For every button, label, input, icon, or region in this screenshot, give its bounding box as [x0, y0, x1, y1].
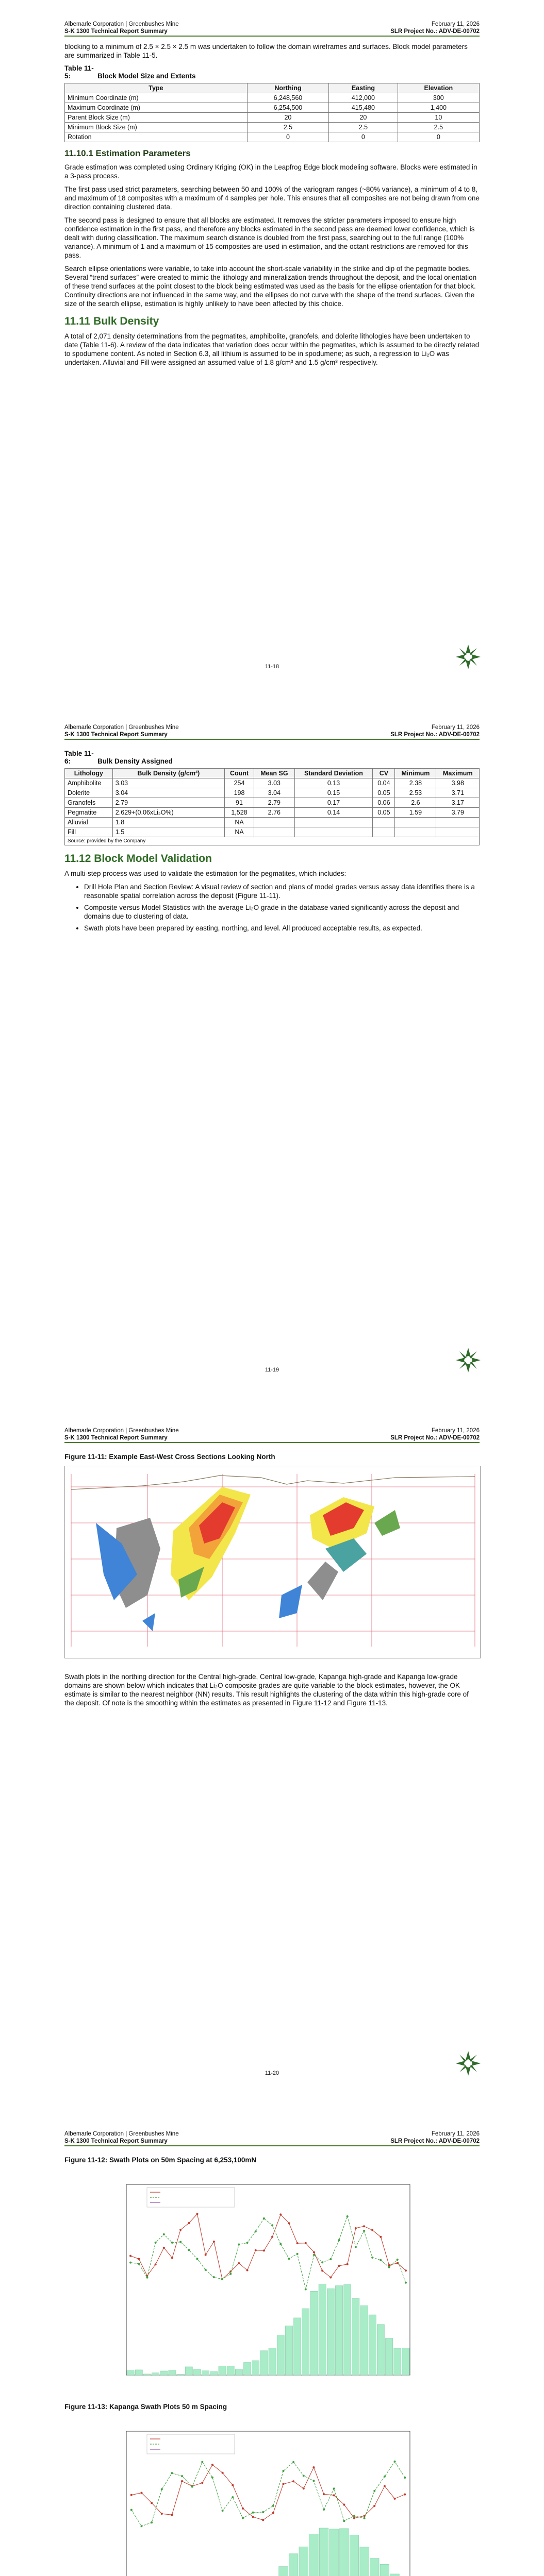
histogram-bar — [269, 2348, 276, 2375]
histogram-bar — [210, 2371, 218, 2375]
table-cell — [395, 827, 436, 837]
section-heading: 11.12 Block Model Validation — [64, 853, 212, 865]
histogram-bar — [227, 2366, 234, 2375]
histogram-bar — [335, 2285, 342, 2375]
cross-section-figure — [64, 1466, 481, 1658]
col-header: Elevation — [398, 83, 479, 93]
histogram-bar — [177, 2374, 184, 2375]
table-cell: 2.5 — [247, 123, 328, 132]
section-heading: 11.10.1 Estimation Parameters — [64, 148, 191, 158]
table-cell — [294, 827, 373, 837]
table-cell — [436, 818, 480, 827]
table-cell: Granofels — [65, 798, 113, 808]
table-cell: Amphibolite — [65, 778, 113, 788]
paragraph: The second pass is designed to ensure that all blocks are estimated. It removes the stricter parameters imposed to ensure high confidence estimation in the first pass, and therefore any blocks estimated in the second pass are deemed lower confidence, which is dealt with during classification. The maximum search distance is doubled from the first pass, searching out to the full range (100% variance). A minimum of 1 and a maximum of 15 composites are used in estimation, and the octant restrictions are removed for this pass. — [64, 216, 475, 259]
col-header: Minimum — [395, 769, 436, 778]
figure-caption: Figure 11-11: Example East-West Cross Sections Looking North — [64, 1453, 275, 1461]
col-header: Northing — [247, 83, 328, 93]
table-cell: 254 — [224, 778, 254, 788]
table-cell: Maximum Coordinate (m) — [65, 103, 248, 113]
table-row — [65, 798, 480, 808]
table-cell: 3.03 — [112, 778, 224, 788]
page-11-18 — [0, 0, 544, 703]
table-cell: NA — [224, 818, 254, 827]
table-row — [65, 827, 480, 837]
page-number: 11-19 — [265, 1367, 279, 1373]
histogram-bar — [319, 2528, 328, 2576]
table-cell — [373, 827, 395, 837]
page-11-19 — [0, 703, 544, 1406]
histogram-bar — [143, 2374, 151, 2375]
histogram-bar — [370, 2558, 379, 2576]
header-project: SLR Project No.: ADV-DE-00702 — [390, 2138, 480, 2144]
table-cell — [294, 818, 373, 827]
table-cell: 2.79 — [112, 798, 224, 808]
table-cell: 415,480 — [329, 103, 398, 113]
table-cell: 1,528 — [224, 808, 254, 818]
histogram-bar — [309, 2534, 319, 2576]
table-cell: Fill — [65, 827, 113, 837]
histogram-bar — [327, 2289, 334, 2375]
header-rule — [64, 1442, 480, 1443]
table-row — [65, 93, 480, 103]
table-cell: 1,400 — [398, 103, 479, 113]
table-cell: 0.06 — [373, 798, 395, 808]
col-header: Mean SG — [254, 769, 294, 778]
table-cell: Minimum Block Size (m) — [65, 123, 248, 132]
page-11-20 — [0, 1406, 544, 2110]
table-cell: 0.05 — [373, 788, 395, 798]
table-cell: Dolerite — [65, 788, 113, 798]
page-header — [64, 21, 480, 37]
page-header — [64, 724, 480, 740]
intro-paragraph: blocking to a minimum of 2.5 × 2.5 × 2.5 m was undertaken to follow the domain wireframes and surfaces. Block model parameters are summarized in Table 11-5. — [64, 43, 468, 59]
swath-plot-central — [101, 2169, 420, 2396]
page-header — [64, 2130, 480, 2146]
table-cell: 3.17 — [436, 798, 480, 808]
histogram-bar — [350, 2535, 359, 2576]
table-caption: Table 11-5: Block Model Size and Extents — [64, 64, 196, 80]
histogram-bar — [385, 2338, 392, 2375]
table-cell: 0.17 — [294, 798, 373, 808]
histogram-bar — [279, 2567, 288, 2576]
col-header: Type — [65, 83, 248, 93]
table-row — [65, 123, 480, 132]
col-header: Standard Deviation — [294, 769, 373, 778]
histogram-bar — [152, 2373, 159, 2375]
histogram-bar — [127, 2370, 134, 2375]
header-report: S-K 1300 Technical Report Summary — [64, 28, 168, 35]
table-cell — [373, 818, 395, 827]
table-cell: 2.5 — [398, 123, 479, 132]
table-cell — [395, 818, 436, 827]
histogram-bar — [185, 2367, 192, 2375]
header-company: Albemarle Corporation | Greenbushes Mine — [64, 724, 179, 731]
table-cell: 2.79 — [254, 798, 294, 808]
table-row — [65, 818, 480, 827]
histogram-bar — [310, 2291, 318, 2375]
header-date: February 11, 2026 — [431, 2131, 480, 2137]
table-cell: Alluvial — [65, 818, 113, 827]
table-cell: 1.8 — [112, 818, 224, 827]
paragraph: A multi-step process was used to validate the estimation for the pegmatites, which includes: — [64, 870, 347, 877]
table-cell: 3.04 — [254, 788, 294, 798]
page-body — [64, 1446, 480, 1712]
table-cell: 3.03 — [254, 778, 294, 788]
page-body — [64, 42, 480, 371]
swath-plot-kapanga — [101, 2416, 420, 2576]
histogram-bar — [294, 2318, 301, 2375]
col-header: Count — [224, 769, 254, 778]
table-cell: 1.5 — [112, 827, 224, 837]
paragraph: The first pass used strict parameters, searching between 50 and 100% of the variogram ranges (~80% variance), a minimum of 4 to 8, and maximum of 18 composites with a maximum of 4 samples per hole. This ensures that all composites are not being drawn from one direction containing clustered data. — [64, 185, 480, 211]
histogram-bar — [299, 2547, 308, 2576]
histogram-bar — [369, 2315, 376, 2375]
page-11-21 — [0, 2110, 544, 2576]
table-cell: 3.79 — [436, 808, 480, 818]
histogram-bar — [340, 2529, 349, 2576]
histogram-bar — [135, 2370, 142, 2375]
table-cell: 300 — [398, 93, 479, 103]
table-row — [65, 113, 480, 123]
histogram-bar — [329, 2529, 339, 2576]
table-header-row — [65, 769, 480, 778]
histogram-bar — [402, 2348, 409, 2375]
paragraph: Search ellipse orientations were variable, to take into account the short-scale variability in the strike and dip of the pegmatite bodies. Several “trend surfaces” were created to mimic the lithology and mineralization trends throughout the deposit, and the local orientation of these trend surfaces at the point closest to the block being estimated was used as the basis for the ellipse orientation for that block. Continuity directions are not influenced in the same way, and the ellipses do not curve with the shape of the trend surfaces. Given the size of the search ellipse, estimation is highly unlikely to have been affected by this choice. — [64, 265, 477, 308]
histogram-bar — [377, 2325, 384, 2375]
table-cell: 0 — [247, 132, 328, 142]
table-cell: 2.5 — [329, 123, 398, 132]
histogram-bar — [193, 2369, 201, 2375]
table-cell: Pegmatite — [65, 808, 113, 818]
table-cell: 2.629+(0.06xLi₂O%) — [112, 808, 224, 818]
table-cell — [436, 827, 480, 837]
histogram-bar — [360, 2547, 369, 2576]
header-project: SLR Project No.: ADV-DE-00702 — [390, 732, 480, 738]
table-cell: 0.15 — [294, 788, 373, 798]
table-cell: 0.14 — [294, 808, 373, 818]
table-cell: 10 — [398, 113, 479, 123]
list-item: • Swath plots have been prepared by easting, northing, and level. All produced acceptable results, as expected. — [84, 924, 480, 933]
header-project: SLR Project No.: ADV-DE-00702 — [390, 1435, 480, 1441]
table-cell: 2.76 — [254, 808, 294, 818]
histogram-bar — [344, 2284, 351, 2375]
table-cell: Parent Block Size (m) — [65, 113, 248, 123]
histogram-bar — [260, 2351, 268, 2375]
col-header: Maximum — [436, 769, 480, 778]
header-report: S-K 1300 Technical Report Summary — [64, 732, 168, 738]
table-cell: 3.71 — [436, 788, 480, 798]
table-cell — [254, 827, 294, 837]
table-cell: 412,000 — [329, 93, 398, 103]
histogram-bar — [360, 2306, 368, 2375]
table-cell: Rotation — [65, 132, 248, 142]
table-cell: 0.04 — [373, 778, 395, 788]
page-number: 11-18 — [265, 664, 279, 670]
table-source-row — [65, 837, 480, 845]
page-body — [64, 2149, 480, 2576]
page-header — [64, 1427, 480, 1443]
validation-list — [64, 883, 480, 933]
histogram-bar — [235, 2369, 242, 2375]
header-rule — [64, 739, 480, 740]
company-logo-icon — [454, 2049, 483, 2078]
histogram-bar — [394, 2348, 401, 2375]
table-cell: 20 — [247, 113, 328, 123]
table-row — [65, 788, 480, 798]
header-date: February 11, 2026 — [431, 21, 480, 27]
histogram-bar — [285, 2326, 292, 2375]
table-cell: 6,248,560 — [247, 93, 328, 103]
table-cell — [254, 818, 294, 827]
table-cell: 2.53 — [395, 788, 436, 798]
header-rule — [64, 36, 480, 37]
header-date: February 11, 2026 — [431, 724, 480, 731]
list-item: • Composite versus Model Statistics with the average Li₂O grade in the database varied significantly across the deposit and domains due to clustering of data. — [84, 903, 480, 921]
header-project: SLR Project No.: ADV-DE-00702 — [390, 28, 480, 35]
col-header: Lithology — [65, 769, 113, 778]
col-header: Bulk Density (g/cm³) — [112, 769, 224, 778]
table-cell: 198 — [224, 788, 254, 798]
table-cell: 91 — [224, 798, 254, 808]
header-report: S-K 1300 Technical Report Summary — [64, 1435, 168, 1441]
table-cell: 0 — [398, 132, 479, 142]
histogram-bar — [277, 2335, 284, 2375]
page-body — [64, 745, 480, 937]
histogram-bar — [169, 2370, 176, 2375]
histogram-bar — [289, 2554, 298, 2576]
bulk-density-table — [64, 768, 480, 845]
table-row — [65, 778, 480, 788]
page-number: 11-20 — [265, 2070, 279, 2076]
histogram-bar — [319, 2284, 326, 2375]
table-cell: 0.05 — [373, 808, 395, 818]
block-model-table — [64, 83, 480, 142]
histogram-bar — [202, 2371, 209, 2375]
table-caption: Table 11-6: Bulk Density Assigned — [64, 750, 173, 765]
header-rule — [64, 2145, 480, 2146]
table-cell: 0 — [329, 132, 398, 142]
table-header-row — [65, 83, 480, 93]
table-source: Source: provided by the Company — [65, 837, 480, 845]
table-cell: 2.6 — [395, 798, 436, 808]
histogram-bar — [219, 2366, 226, 2375]
histogram-bar — [302, 2309, 309, 2375]
table-row — [65, 808, 480, 818]
table-cell: 1.59 — [395, 808, 436, 818]
table-cell: 6,254,500 — [247, 103, 328, 113]
col-header: Easting — [329, 83, 398, 93]
col-header: CV — [373, 769, 395, 778]
table-cell: 2.38 — [395, 778, 436, 788]
table-row — [65, 132, 480, 142]
section-heading: 11.11 Bulk Density — [64, 315, 159, 327]
legend-box — [147, 2188, 235, 2207]
header-report: S-K 1300 Technical Report Summary — [64, 2138, 168, 2144]
histogram-bar — [252, 2361, 259, 2375]
legend-box — [147, 2434, 235, 2454]
histogram-bar — [352, 2298, 359, 2375]
table-cell: 3.04 — [112, 788, 224, 798]
paragraph: Swath plots in the northing direction for the Central high-grade, Central low-grade, Kapanga high-grade and Kapanga low-grade domains are shown below which indicates that Li₂O composite grades are quite variable to the block estimates, however, the OK estimate is similar to the nearest neighbor (NN) results. This result highlights the clustering of the data within this high-grade core of the deposit. Of note is the smoothing within the estimates as presented in Figure 11-12 and Figure 11-13. — [64, 1673, 469, 1707]
table-cell: NA — [224, 827, 254, 837]
figure-caption: Figure 11-12: Swath Plots on 50m Spacing at 6,253,100mN — [64, 2156, 257, 2164]
figure-caption: Figure 11-13: Kapanga Swath Plots 50 m Spacing — [64, 2403, 227, 2411]
list-item: • Drill Hole Plan and Section Review: A visual review of section and plans of model grades versus assay data identifies there is a reasonable spatial correlation across the deposit (Figure 11-11). — [84, 883, 480, 900]
company-logo-icon — [454, 1346, 483, 1375]
table-cell: 0.13 — [294, 778, 373, 788]
histogram-bar — [380, 2564, 389, 2576]
histogram-bar — [390, 2574, 400, 2576]
header-date: February 11, 2026 — [431, 1428, 480, 1434]
header-company: Albemarle Corporation | Greenbushes Mine — [64, 1428, 179, 1434]
table-row — [65, 103, 480, 113]
table-cell: Minimum Coordinate (m) — [65, 93, 248, 103]
histogram-bar — [243, 2363, 251, 2375]
header-company: Albemarle Corporation | Greenbushes Mine — [64, 2131, 179, 2137]
company-logo-icon — [454, 642, 483, 671]
table-cell: 3.98 — [436, 778, 480, 788]
paragraph: A total of 2,071 density determinations from the pegmatites, amphibolite, granofels, and dolerite lithologies have been undertaken to date (Table 11-6). A review of the data indicates that variation does occur within the pegmatites, which is assumed to be directly related to spodumene content. As noted in Section 6.3, all lithium is assumed to be in spodumene; as such, a regression to Li₂O was undertaken. Alluvial and Fill were assigned an assumed value of 1.8 g/cm³ and 1.5 g/cm³ respectively. — [64, 332, 480, 366]
table-cell: 20 — [329, 113, 398, 123]
histogram-bar — [160, 2371, 168, 2375]
header-company: Albemarle Corporation | Greenbushes Mine — [64, 21, 179, 27]
paragraph: Grade estimation was completed using Ordinary Kriging (OK) in the Leapfrog Edge block modeling software. Blocks were estimated in a 3-pass process. — [64, 163, 477, 180]
